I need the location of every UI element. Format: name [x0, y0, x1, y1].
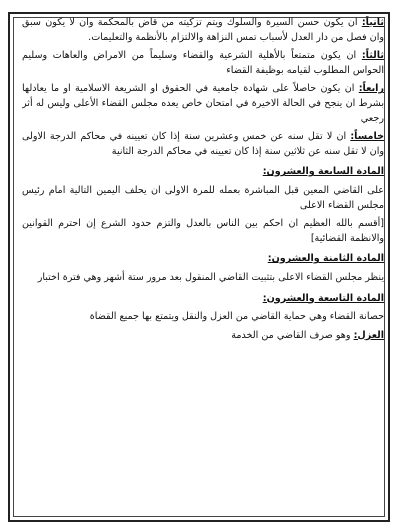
- condition-second-label: ثانياً:: [361, 17, 384, 28]
- definition-term: العزل:: [353, 329, 384, 341]
- document-body: [22, 16, 384, 517]
- condition-fifth-label: خامساً:: [350, 131, 384, 143]
- condition-fourth-text: ان يكون حاصلاً على شهادة جامعية في الحقوق او الشريعة الاسلامية او ما يعادلها بشرط ان ينجح في الحالة الاخيرة في امتحان خاص يعده مجلس القضاء الأعلى وليس له أثر رجعي: [22, 83, 384, 124]
- condition-fourth-label: رابعاً:: [358, 83, 384, 95]
- article-29-heading: المادة التاسعة والعشرون:: [262, 292, 384, 304]
- condition-third-label: ثالثاً:: [361, 50, 384, 62]
- article-27-body: على القاضي المعين قبل المباشرة بعمله للمرة الاولى ان يحلف اليمين التالية امام رئيس مجلس القضاء الاعلى: [22, 184, 384, 211]
- condition-fifth: [22, 130, 384, 159]
- condition-third: [22, 49, 384, 78]
- definition-text: وهو صرف القاضي من الخدمة: [231, 329, 354, 341]
- article-28-body: ينظر مجلس القضاء الاعلى بتثبيت القاضي المنقول بعد مرور ستة أشهر وهي فترة اختبار: [37, 271, 384, 283]
- condition-second-text: ان يكون حسن السيرة والسلوك ويتم تزكيته من قاض بالمحكمة وان لا يكون سبق وان فصل من دار العدل لأسباب تمس النزاهة والالتزام بالأنظمة والتعليمات.: [22, 17, 384, 43]
- condition-fourth: [22, 82, 384, 126]
- article-28-heading: المادة الثامنة والعشرون:: [267, 253, 384, 265]
- article-27-heading: المادة السابعة والعشرون:: [262, 166, 384, 178]
- article-27-oath: [أقسم بالله العظيم ان احكم بين الناس بالعدل والتزم حدود الشرع إن احترم القوانين والانظمة القضائية]: [22, 218, 384, 244]
- condition-second: [22, 16, 384, 45]
- condition-fifth-text: ان لا تقل سنه عن خمس وعشرين سنة إذا كان تعيينه في محاكم الدرجة الاولى وان لا تقل سنه عن ثلاثين سنة إذا كان تعيينه في محاكم الدرجة الثانية: [22, 131, 384, 157]
- condition-third-text: ان يكون متمتعاً بالأهلية الشرعية والقضاء وسليماً من الامراض والعاهات وسليم الحواس المطلوب لقيامه بوظيفة القضاء: [22, 50, 384, 76]
- article-29-body: حصانة القضاء وهي حماية القاضي من العزل والنقل ويتمتع بها جميع القضاة: [89, 311, 384, 323]
- definition-dismissal: [22, 329, 384, 344]
